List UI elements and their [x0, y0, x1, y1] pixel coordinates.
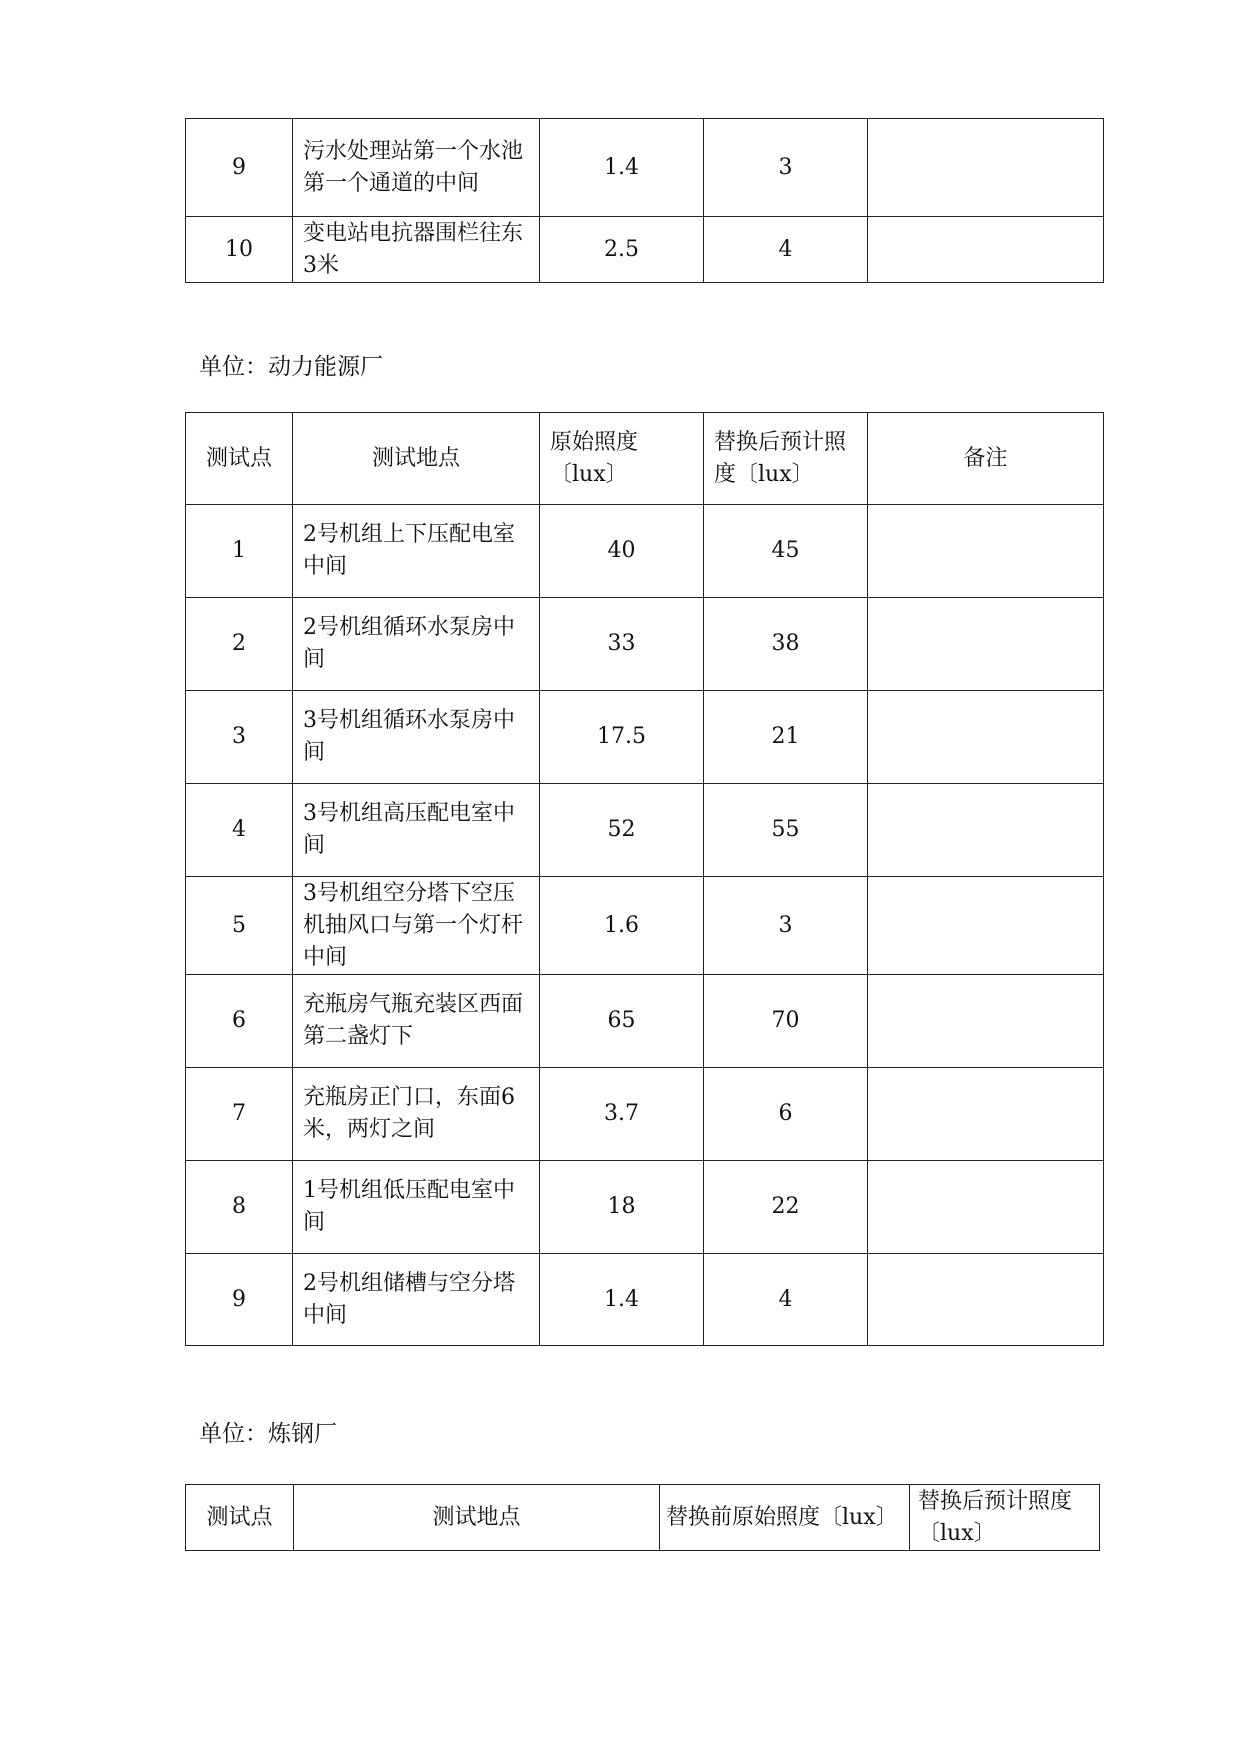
cell-expected-illuminance: 3 — [704, 877, 868, 975]
unit-label-steelmaking-plant: 单位：炼钢厂 — [199, 1421, 337, 1447]
header-test-point: 测试点 — [186, 1485, 294, 1551]
cell-original-illuminance: 2.5 — [540, 217, 704, 283]
cell-original-illuminance: 40 — [540, 505, 704, 598]
cell-test-point: 9 — [186, 1254, 293, 1346]
cell-remarks — [868, 691, 1104, 784]
cell-remarks — [868, 505, 1104, 598]
table-row — [186, 119, 1104, 217]
cell-original-illuminance: 3.7 — [540, 1068, 704, 1161]
table-row — [186, 784, 1104, 877]
cell-original-illuminance: 1.4 — [540, 1254, 704, 1346]
table-header-row — [186, 1485, 1100, 1551]
table-row — [186, 1161, 1104, 1254]
cell-test-location: 充瓶房正门口，东面6米，两灯之间 — [293, 1068, 540, 1161]
cell-expected-illuminance: 4 — [704, 217, 868, 283]
cell-remarks — [868, 1254, 1104, 1346]
cell-test-location: 2号机组循环水泵房中间 — [293, 598, 540, 691]
cell-original-illuminance: 65 — [540, 975, 704, 1068]
cell-original-illuminance: 52 — [540, 784, 704, 877]
cell-test-point: 4 — [186, 784, 293, 877]
cell-test-point: 1 — [186, 505, 293, 598]
cell-remarks — [868, 877, 1104, 975]
cell-expected-illuminance: 3 — [704, 119, 868, 217]
table-row — [186, 217, 1104, 283]
cell-expected-illuminance: 4 — [704, 1254, 868, 1346]
cell-expected-illuminance: 22 — [704, 1161, 868, 1254]
header-expected-illuminance: 替换后预计照度〔lux〕 — [704, 413, 868, 505]
cell-test-location: 污水处理站第一个水池第一个通道的中间 — [293, 119, 540, 217]
cell-expected-illuminance: 70 — [704, 975, 868, 1068]
cell-expected-illuminance: 38 — [704, 598, 868, 691]
header-remarks: 备注 — [868, 413, 1104, 505]
cell-original-illuminance: 18 — [540, 1161, 704, 1254]
cell-test-location: 变电站电抗器围栏往东3米 — [293, 217, 540, 283]
table-row — [186, 1068, 1104, 1161]
cell-test-point: 3 — [186, 691, 293, 784]
cell-test-location: 充瓶房气瓶充装区西面第二盏灯下 — [293, 975, 540, 1068]
cell-test-point: 2 — [186, 598, 293, 691]
table-row — [186, 975, 1104, 1068]
cell-remarks — [868, 1068, 1104, 1161]
cell-test-location: 3号机组循环水泵房中间 — [293, 691, 540, 784]
table-row — [186, 598, 1104, 691]
header-original-illuminance: 替换前原始照度〔lux〕 — [660, 1485, 910, 1551]
cell-remarks — [868, 975, 1104, 1068]
table-power-energy-plant — [185, 412, 1104, 1346]
table-row — [186, 505, 1104, 598]
header-test-location: 测试地点 — [294, 1485, 660, 1551]
cell-expected-illuminance: 6 — [704, 1068, 868, 1161]
cell-remarks — [868, 1161, 1104, 1254]
cell-test-point: 6 — [186, 975, 293, 1068]
cell-test-point: 8 — [186, 1161, 293, 1254]
unit-label-power-energy-plant: 单位：动力能源厂 — [199, 354, 383, 380]
cell-remarks — [868, 784, 1104, 877]
table-header-row — [186, 413, 1104, 505]
cell-test-location: 3号机组空分塔下空压机抽风口与第一个灯杆中间 — [293, 877, 540, 975]
cell-remarks — [868, 598, 1104, 691]
cell-test-location: 3号机组高压配电室中间 — [293, 784, 540, 877]
table-steelmaking-plant — [185, 1484, 1100, 1551]
cell-test-location: 2号机组储槽与空分塔中间 — [293, 1254, 540, 1346]
cell-test-point: 10 — [186, 217, 293, 283]
table-row — [186, 877, 1104, 975]
cell-test-point: 7 — [186, 1068, 293, 1161]
table-row — [186, 1254, 1104, 1346]
cell-expected-illuminance: 55 — [704, 784, 868, 877]
header-original-illuminance: 原始照度〔lux〕 — [540, 413, 704, 505]
table-continued — [185, 118, 1104, 283]
cell-test-point: 9 — [186, 119, 293, 217]
cell-test-location: 2号机组上下压配电室中间 — [293, 505, 540, 598]
cell-original-illuminance: 33 — [540, 598, 704, 691]
cell-test-location: 1号机组低压配电室中间 — [293, 1161, 540, 1254]
cell-remarks — [868, 119, 1104, 217]
header-test-location: 测试地点 — [293, 413, 540, 505]
header-expected-illuminance: 替换后预计照度〔lux〕 — [910, 1485, 1100, 1551]
cell-test-point: 5 — [186, 877, 293, 975]
cell-original-illuminance: 17.5 — [540, 691, 704, 784]
cell-original-illuminance: 1.6 — [540, 877, 704, 975]
cell-expected-illuminance: 21 — [704, 691, 868, 784]
header-test-point: 测试点 — [186, 413, 293, 505]
cell-expected-illuminance: 45 — [704, 505, 868, 598]
cell-original-illuminance: 1.4 — [540, 119, 704, 217]
cell-remarks — [868, 217, 1104, 283]
table-row — [186, 691, 1104, 784]
